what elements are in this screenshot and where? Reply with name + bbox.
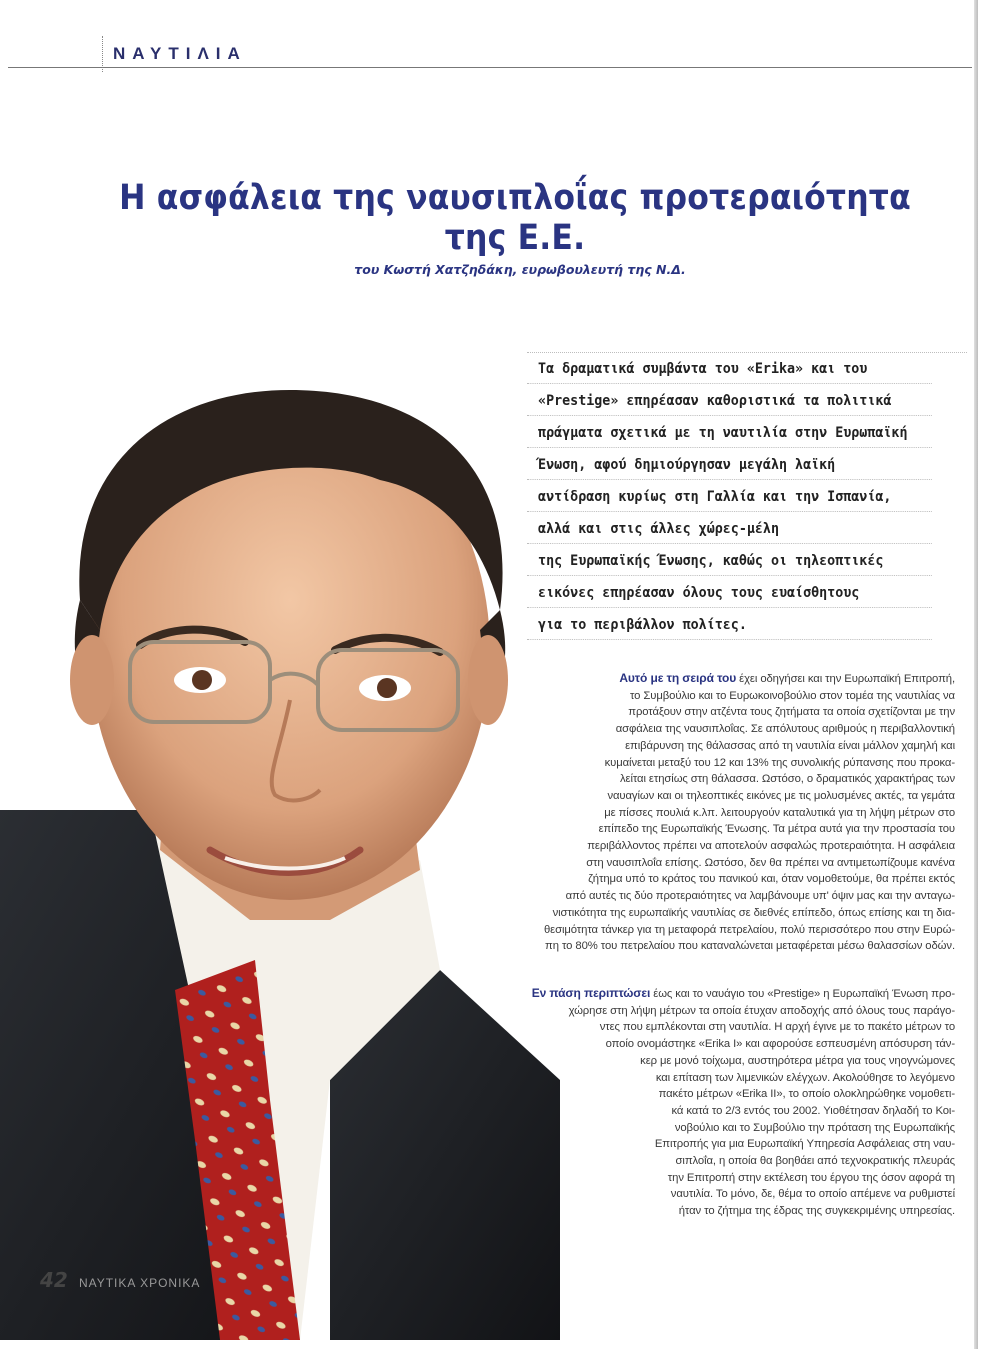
paragraph-line: Επιτροπής για μια Ευρωπαϊκή Υπηρεσία Ασφάλειας στη ναυ- bbox=[654, 1138, 955, 1151]
paragraph-first-line bbox=[532, 985, 955, 1003]
article-byline: του Κωστή Χατζηδάκη, ευρωβουλευτή της Ν.Δ. bbox=[354, 262, 686, 277]
pullquote-line: Ένωση, αφού δημιούργησαν μεγάλη λαϊκή bbox=[527, 448, 932, 480]
page-footer bbox=[40, 1268, 200, 1292]
paragraph-line: χώρησε στη λήψη μέτρων τα οποία έτυχαν αποδοχής από όλους τους παράγο- bbox=[568, 1004, 955, 1017]
paragraph-line: ήταν το ζήτημα της έδρας της συγκεκριμένης υπηρεσίας. bbox=[678, 1205, 955, 1218]
paragraph-first-line bbox=[544, 670, 955, 688]
pullquote bbox=[527, 352, 967, 640]
pullquote-line: αντίδραση κυρίως στη Γαλλία και την Ισπανία, bbox=[527, 480, 932, 512]
paragraph-line: λείται ετησίως στη θάλασσα. Ωστόσο, ο δραματικός χαρακτήρας των bbox=[619, 773, 955, 786]
paragraph-line: την Επιτροπή στην εκτέλεση του έργου της όσον αφορά τη bbox=[667, 1171, 955, 1184]
pullquote-line: Τα δραματικά συμβάντα του «Erika» και του bbox=[527, 352, 932, 384]
pullquote-line: αλλά και στις άλλες χώρες-μέλη bbox=[527, 512, 932, 544]
paragraph-line: κερ με μονό τοίχωμα, αυστηρότερα μέτρα για τους νηογνώμονες bbox=[640, 1054, 955, 1067]
page-number: 42 bbox=[40, 1268, 68, 1292]
paragraph-line: νιστικότητα της ευρωπαϊκής ναυτιλίας σε διεθνές επίπεδο, όπως επίσης και τη δια- bbox=[552, 906, 955, 919]
paragraph-text: έχει οδηγήσει και την Ευρωπαϊκή Επιτροπή, bbox=[736, 673, 955, 685]
paragraph-text: έως και το ναυάγιο του «Prestige» η Ευρωπαϊκή Ένωση προ- bbox=[650, 988, 955, 1000]
paragraph-lead-in: Εν πάση περιπτώσει bbox=[531, 986, 651, 1000]
paragraph-line: νοβούλιο και το Συμβούλιο την πρόταση της Ευρωπαϊκής bbox=[674, 1121, 955, 1134]
body-paragraph-1 bbox=[544, 670, 955, 955]
paragraph-line: το Συμβούλιο και το Ευρωκοινοβούλιο στον τομέα της ναυτιλίας να bbox=[629, 689, 955, 702]
paragraph-line: επίπεδο της Ευρωπαϊκής Ένωσης. Τα μέτρα αυτά για την προστασία του bbox=[598, 823, 955, 836]
paragraph-line: με πίσσες πουλιά κ.λπ. λειτουργούν καταλυτικά για τη λήψη μέτρων στο bbox=[604, 806, 955, 819]
pullquote-line: της Ευρωπαϊκής Ένωσης, καθώς οι τηλεοπτικές bbox=[527, 544, 932, 576]
paragraph-line: πη το 80% του πετρελαίου που καταναλώνεται μεταφέρεται μέσω θαλασσίων οδών. bbox=[545, 940, 955, 953]
paragraph-line: κυμαίνεται μεταξύ του 12 και 13% της συνολικής ρύπανσης που προκα- bbox=[604, 756, 955, 769]
paragraph-line: ντες που εμπλέκονται στη ναυτιλία. Η αρχή έγινε με το πακέτο μέτρων το bbox=[599, 1021, 955, 1034]
pullquote-line: «Prestige» επηρέασαν καθοριστικά τα πολιτικά bbox=[527, 384, 932, 416]
paragraph-lead-in: Αυτό με τη σειρά του bbox=[619, 671, 737, 685]
paragraph-line: περιβάλλοντος πρέπει να αποτελούν ασφαλώς προτεραιότητα. Η ασφάλεια bbox=[587, 840, 955, 853]
pullquote-line: εικόνες επηρέασαν όλους τους ευαίσθητους bbox=[527, 576, 932, 608]
paragraph-line: πακέτο μέτρων «Erika II», το οποίο ολοκληρώθηκε νομοθετι- bbox=[658, 1088, 955, 1101]
paragraph-line: από αυτές τις δύο προτεραιότητες να λαμβάνουμε υπ' όψιν μας και την ανταγω- bbox=[565, 890, 955, 903]
paragraph-line: ζήτημα υπό το κράτος του πανικού και, όταν νομοθετούμε, θα πρέπει εκτός bbox=[588, 873, 955, 886]
section-label: ΝΑΥΤΙΛΙΑ bbox=[113, 44, 247, 63]
paragraph-line: κά κατά το 2/3 εντός του 2002. Υιοθέτησαν δηλαδή το Κοι- bbox=[671, 1104, 955, 1117]
page-edge bbox=[974, 0, 978, 1349]
author-portrait bbox=[0, 380, 560, 1340]
body-paragraph-2 bbox=[532, 985, 955, 1220]
paragraph-line: ασφάλεια της ναυσιπλοΐας. Σε απόλυτους αριθμούς η περιβαλλοντική bbox=[615, 723, 955, 736]
header-rule bbox=[8, 67, 972, 68]
paragraph-line: θεσιμότητα τάνκερ για τη μεταφορά πετρελαίου, πολύ περισσότερο που στην Ευρώ- bbox=[543, 923, 955, 936]
paragraph-line: προτάξουν στην ατζέντα τους ζητήματα τα οποία σχετίζονται με την bbox=[628, 706, 955, 719]
article-headline: Η ασφάλεια της ναυσιπλοΐας προτεραιότητα της Ε.Ε. bbox=[119, 178, 911, 258]
pullquote-line: πράγματα σχετικά με τη ναυτιλία στην Ευρωπαϊκή bbox=[527, 416, 932, 448]
publication-name: ΝΑΥΤΙΚΑ ΧΡΟΝΙΚΑ bbox=[78, 1276, 201, 1290]
paragraph-line: ναυτιλία. Το μόνο, δε, θέμα το οποίο απέμενε να ρυθμιστεί bbox=[670, 1188, 955, 1201]
paragraph-line: στη ναυσιπλοΐα επίσης. Ωστόσο, δεν θα πρέπει να αντιμετωπίζουμε κανένα bbox=[586, 856, 955, 869]
pullquote-line: για το περιβάλλον πολίτες. bbox=[527, 608, 932, 640]
paragraph-line: σιπλοΐα, η οποία θα βοηθάει από τεχνοκρατικής πλευράς bbox=[675, 1155, 955, 1168]
paragraph-line: οποίο ονομάστηκε «Erika I» και αφορούσε εσπευσμένη απόσυρση τάν- bbox=[605, 1038, 955, 1051]
paragraph-line: επιβάρυνση της θάλασσας από τη ναυτιλία είναι μάλλον χαμηλή και bbox=[625, 739, 955, 752]
paragraph-line: και επίταση των λιμενικών ελέγχων. Ακολούθησε το λεγόμενο bbox=[655, 1071, 955, 1084]
paragraph-line: ναυαγίων και οι τηλεοπτικές εικόνες με τις μολυσμένες ακτές, τα γεμάτα bbox=[607, 789, 955, 802]
